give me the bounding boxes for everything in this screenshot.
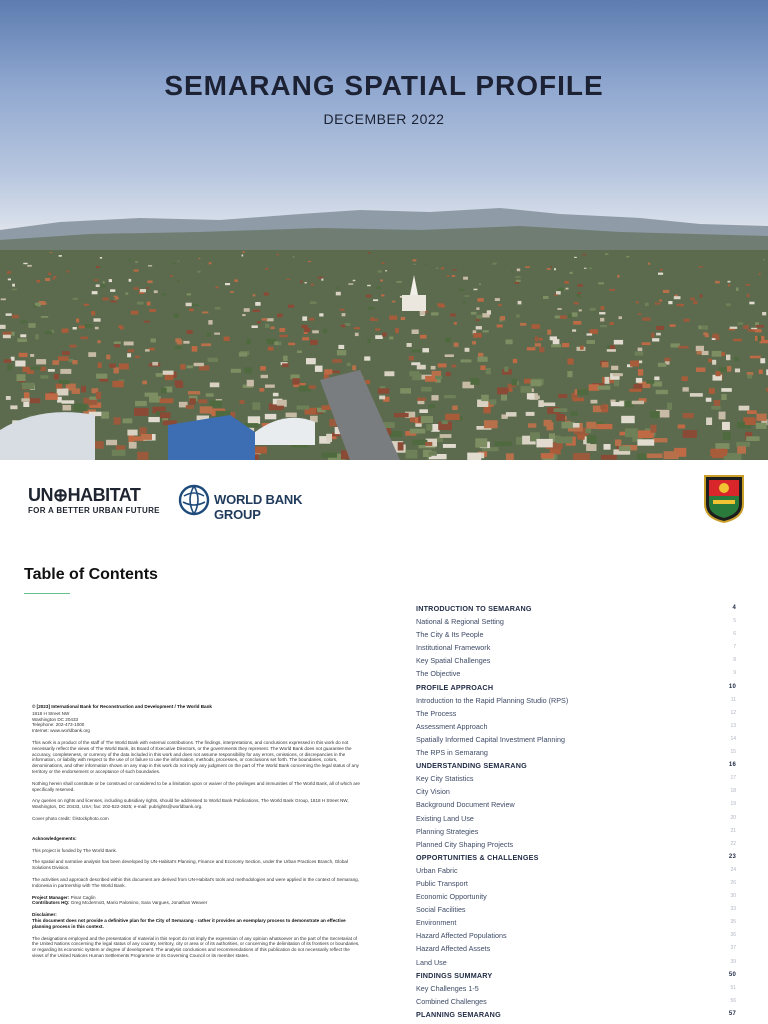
toc-entry-label: PROFILE APPROACH	[416, 682, 494, 692]
toc-entry[interactable]	[416, 929, 736, 942]
toc-entry-label: Planned City Shaping Projects	[416, 839, 514, 849]
toc-section-entry[interactable]	[416, 1008, 736, 1021]
toc-entry-page: 9	[733, 670, 736, 677]
toc-entry-label: PLANNING SEMARANG	[416, 1009, 501, 1019]
ack-paragraph: The spatial and narrative analysis has been developed by UN-Habitat's Planning, Finance and Economy Section, under the Urban Practices Branch, Global Solutions Division.	[32, 859, 348, 871]
copyright-line: © [2023] International Bank for Reconstruction and Development / The World Bank	[32, 704, 212, 709]
legal-paragraph: Any queries on rights and licenses, including subsidiary rights, should be addressed to World Bank Publications, The World Bank Group, 1818 H Street NW, Washington, DC 20433, USA; fax: 202-522-2625; e-mail: pubrights@worldbank.org.	[32, 798, 349, 810]
un-habitat-name: UN⊕HABITAT	[28, 485, 141, 505]
toc-entry-label: Key Spatial Challenges	[416, 656, 491, 666]
world-bank-logo	[178, 483, 348, 522]
toc-entry-label: Background Document Review	[416, 800, 515, 810]
toc-entry-page: 56	[730, 997, 736, 1004]
toc-entry[interactable]	[416, 825, 736, 838]
toc-entry-label: Spatially Informed Capital Investment Planning	[416, 734, 566, 744]
toc-entry-page: 33	[730, 906, 736, 913]
toc-entry-label: The City & Its People	[416, 630, 484, 640]
toc-entry-page: 39	[730, 958, 736, 965]
toc-entry-label: Public Transport	[416, 878, 468, 888]
toc-entry-page: 5	[733, 618, 736, 625]
un-habitat-tagline: FOR A BETTER URBAN FUTURE	[28, 506, 160, 515]
toc-entry-page: 15	[730, 749, 736, 756]
toc-section-entry[interactable]	[416, 602, 736, 615]
toc-entry-label: Urban Fabric	[416, 865, 458, 875]
document-title: SEMARANG SPATIAL PROFILE	[164, 70, 604, 101]
toc-entry[interactable]	[416, 890, 736, 903]
toc-entry-page: 24	[730, 866, 736, 873]
toc-entry[interactable]	[416, 707, 736, 720]
acknowledgements-heading: Acknowledgements:	[32, 835, 77, 841]
toc-entry-page: 13	[730, 722, 736, 729]
toc-entry[interactable]	[416, 720, 736, 733]
toc-entry-label: Planning Strategies	[416, 826, 479, 836]
ack-paragraph: The activities and approach described within this document are derived from UN-Habitat's tools and methodologies and were applied in the context of Semarang, Indonesia in partnership with The World Bank.	[32, 876, 359, 888]
toc-heading: Table of Contents	[24, 566, 158, 583]
toc-entry-label: Hazard Affected Populations	[416, 931, 507, 941]
toc-entry[interactable]	[416, 995, 736, 1008]
toc-entry[interactable]	[416, 916, 736, 929]
toc-entry[interactable]	[416, 694, 736, 707]
toc-entry-page: 51	[730, 984, 736, 991]
toc-section-entry[interactable]	[416, 969, 736, 982]
toc-entry-page: 10	[728, 683, 736, 690]
toc-entry-page: 23	[728, 853, 736, 860]
toc-entry-label: The Process	[416, 708, 457, 718]
toc-entry-label: Assessment Approach	[416, 721, 488, 731]
toc-entry[interactable]	[416, 772, 736, 785]
toc-entry-label: Key City Statistics	[416, 774, 474, 784]
toc-entry-page: 35	[730, 919, 736, 926]
toc-entry-page: 57	[728, 1010, 736, 1017]
toc-underline	[24, 593, 70, 594]
toc-entry-label: Environment	[416, 918, 457, 928]
toc-entry[interactable]	[416, 903, 736, 916]
toc-entry-page: 26	[730, 879, 736, 886]
document-date: DECEMBER 2022	[323, 111, 445, 127]
toc-entry-label: Land Use	[416, 957, 447, 967]
toc-entry[interactable]	[416, 864, 736, 877]
toc-entry-label: Existing Land Use	[416, 813, 474, 823]
toc-section-entry[interactable]	[416, 851, 736, 864]
toc-entry[interactable]	[416, 956, 736, 969]
toc-entry-page: 19	[730, 801, 736, 808]
toc-entry-label: City Vision	[416, 787, 450, 797]
city-aerial-image	[0, 200, 768, 460]
toc-entry-label: Economic Opportunity	[416, 892, 487, 902]
contributors-line: Contributors HQ: Greg Mcdermott, Mario Palomino, Sara Vargues, Jonathan Weaver	[32, 900, 208, 906]
toc-entry-label: Social Facilities	[416, 905, 466, 915]
toc-entry[interactable]	[416, 615, 736, 628]
toc-entry[interactable]	[416, 733, 736, 746]
legal-paragraph: This work is a product of the staff of The World Bank with external contributions. The findings, interpretations, and conclusions expressed in this work do not necessarily reflect the views of The World Bank, its Board of Executive Directors, or the governments they represent. The World Bank does not guarantee the accuracy, completeness, or currency of the data included in this work and does not assume responsibility for any errors, omissions, or discrepancies in the information, or liability with respect to the use of or failure to use the information, methods, processes, or conclusions set forth. The boundaries, colors, denominations, and other information shown on any map in this work do not imply any judgment on the part of The World Bank concerning the legal status of any territory or the endorsement or acceptance of such boundaries.	[32, 739, 359, 774]
semarang-seal-icon	[703, 474, 745, 524]
toc-section-entry[interactable]	[416, 759, 736, 772]
legal-paragraph: Nothing herein shall constitute or be construed or considered to be a limitation upon or waiver of the privileges and immunities of The World Bank, all of which are specifically reserved.	[32, 780, 360, 792]
toc-entry-page: 50	[728, 971, 736, 978]
toc-entry-label: The Objective	[416, 669, 461, 679]
disclaimer-bold: This document does not provide a definitive plan for the City of Semarang - rather it provides an exemplary process to demonstrate an effective planning process in this context.	[32, 917, 346, 929]
ack-paragraph: This project is funded by The World Bank.	[32, 847, 118, 853]
toc-entry[interactable]	[416, 628, 736, 641]
toc-entry-page: 22	[730, 840, 736, 847]
toc-entry-page: 4	[732, 605, 736, 611]
toc-entry-page: 36	[730, 932, 736, 939]
toc-list	[416, 602, 736, 1021]
toc-entry[interactable]	[416, 667, 736, 680]
cover-photo	[0, 0, 768, 460]
toc-entry[interactable]	[416, 746, 736, 759]
toc-entry-page: 8	[733, 657, 736, 664]
toc-entry-page: 21	[730, 827, 736, 834]
publisher-address: 1818 H Street NW Washington DC 20433 Telephone: 202-473-1000 Internet: www.worldbank.org	[32, 710, 90, 734]
project-manager-line: Project Manager: Pinar Caglin	[32, 894, 96, 900]
toc-entry[interactable]	[416, 942, 736, 955]
toc-entry[interactable]	[416, 838, 736, 851]
toc-entry[interactable]	[416, 982, 736, 995]
toc-entry[interactable]	[416, 812, 736, 825]
toc-entry-page: 16	[728, 762, 736, 769]
toc-entry-page: 14	[730, 735, 736, 742]
disclaimer-heading: Disclaimer:	[32, 912, 57, 918]
toc-entry-label: INTRODUCTION TO SEMARANG	[416, 604, 532, 613]
toc-entry-page: 7	[733, 644, 736, 651]
toc-entry-label: Key Challenges 1-5	[416, 983, 479, 993]
toc-entry[interactable]	[416, 654, 736, 667]
toc-entry-page: 17	[730, 775, 736, 782]
toc-entry-label: National & Regional Setting	[416, 617, 504, 627]
toc-section-entry[interactable]	[416, 681, 736, 694]
toc-entry-label: Introduction to the Rapid Planning Studio (RPS)	[416, 695, 569, 705]
toc-entry-page: 11	[730, 696, 736, 703]
globe-icon	[178, 484, 210, 516]
toc-entry-label: Institutional Framework	[416, 643, 491, 653]
toc-entry[interactable]	[416, 798, 736, 811]
toc-entry[interactable]	[416, 877, 736, 890]
world-bank-name: WORLD BANK GROUP	[214, 492, 303, 522]
legal-notice	[32, 704, 362, 965]
toc-entry[interactable]	[416, 641, 736, 654]
toc-entry-label: Combined Challenges	[416, 996, 487, 1006]
toc-entry[interactable]	[416, 785, 736, 798]
toc-entry-label: FINDINGS SUMMARY	[416, 970, 493, 980]
toc-entry-page: 18	[730, 788, 736, 795]
toc-entry-label: OPPORTUNITIES & CHALLENGES	[416, 852, 539, 862]
toc-entry-page: 6	[733, 631, 736, 638]
toc-entry-label: The RPS in Semarang	[416, 748, 488, 758]
toc-entry-page: 12	[730, 709, 736, 716]
toc-entry-page: 20	[730, 814, 736, 821]
toc-entry-label: UNDERSTANDING SEMARANG	[416, 761, 527, 771]
un-habitat-logo	[28, 486, 160, 515]
toc-entry-page: 30	[730, 893, 736, 900]
toc-entry-label: Hazard Affected Assets	[416, 944, 491, 954]
toc-entry-page: 37	[730, 945, 736, 952]
photo-credit: Cover photo credit: ©istockphoto.com	[32, 815, 109, 821]
disclaimer-text: The designations employed and the presentation of material in this report do not imply the expression of any opinion whatsoever on the part of the Secretariat of the United Nations concerning the legal status of any country, territory, city or area or of its authorities, or concerning the delimitation of its frontiers or boundaries, or regarding its economic system or degree of development. The analysis conclusions and recommendations of this publication do not necessarily reflect the views of the United Nations Human Settlements Programme or its Governing Council or its member states.	[32, 935, 360, 958]
